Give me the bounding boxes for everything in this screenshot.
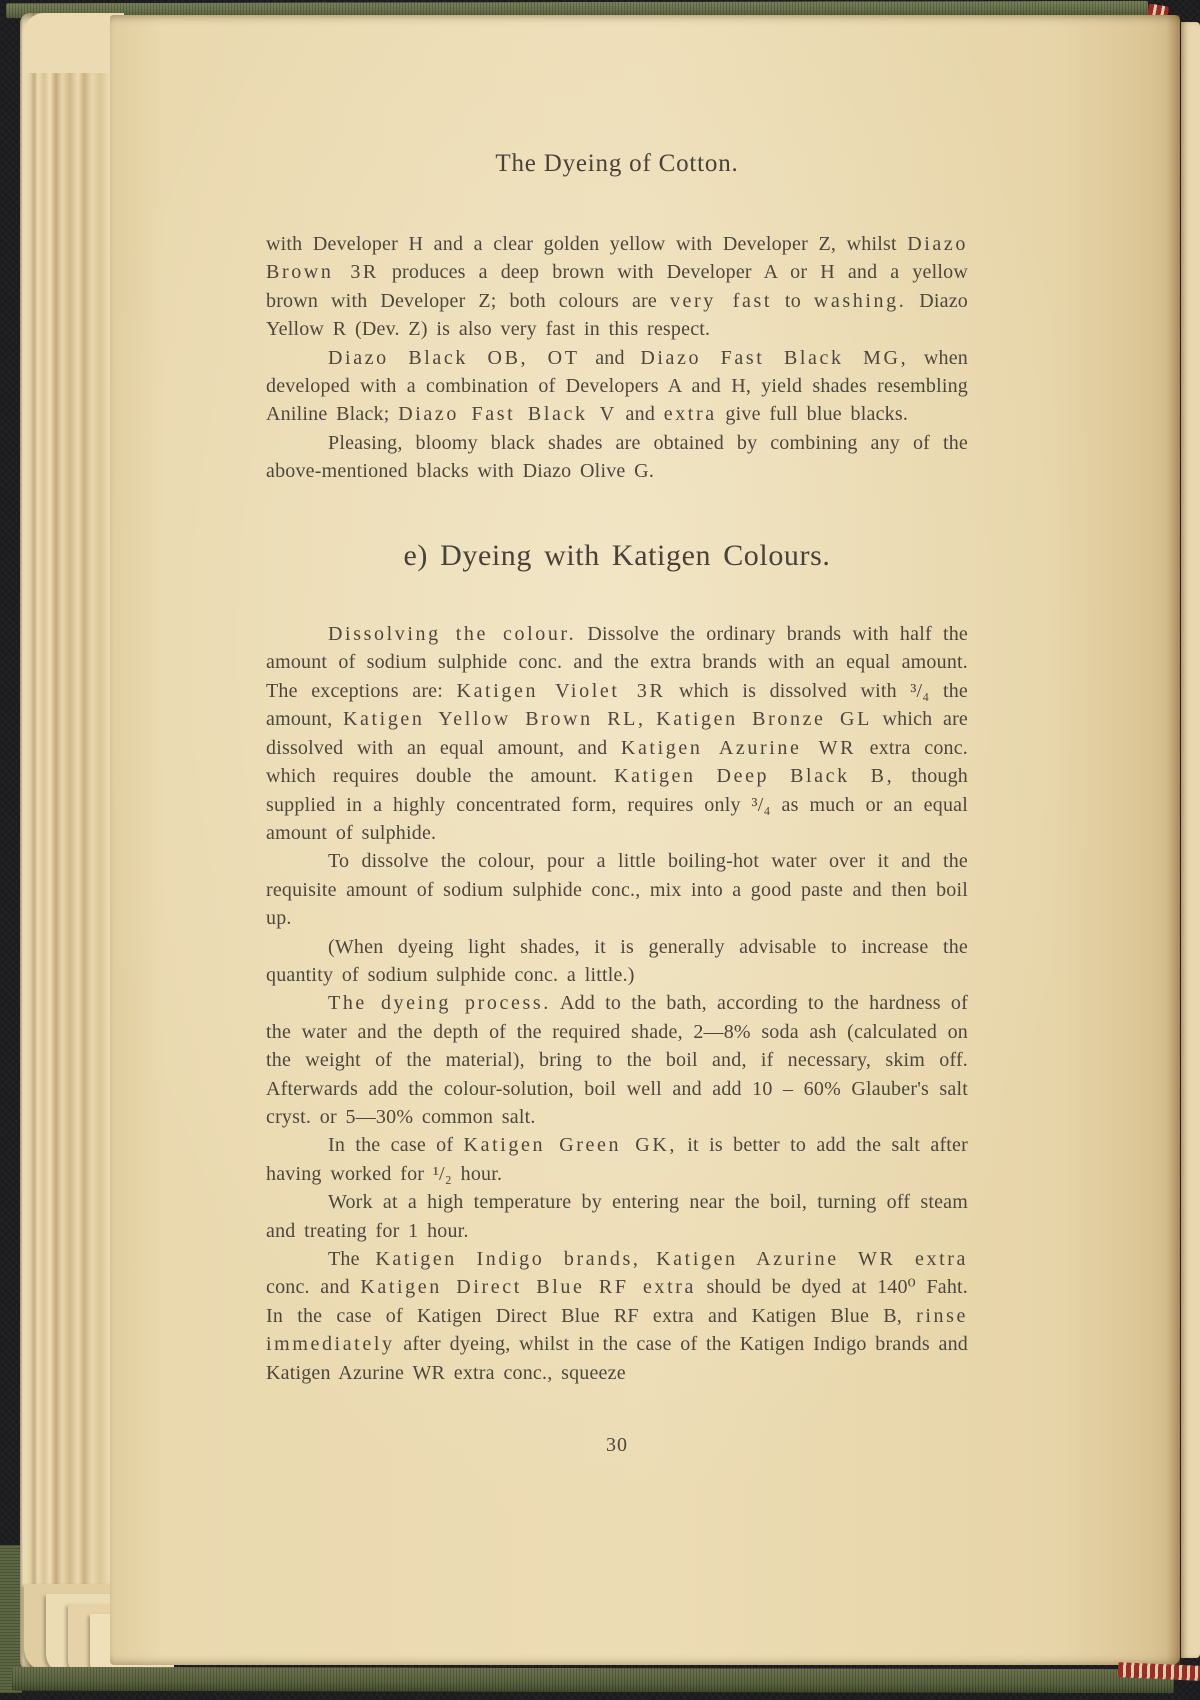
text-segment: and	[616, 403, 664, 426]
text-segment: to	[772, 289, 814, 312]
text-segment: Work at a high temperature by entering near the boil, turning off steam and treating for 1 hour.	[266, 1191, 968, 1242]
page-text-block	[266, 230, 968, 1459]
text-segment: Pleasing, bloomy black shades are obtained by combining any of the above-mentioned blacks with Diazo Olive G.	[266, 431, 968, 483]
text-segment: In the case of	[328, 1134, 464, 1157]
text-segment: with Developer H and a clear golden yellow with Developer Z, whilst	[266, 233, 908, 255]
text-segment: should be dyed at 140⁰ Faht. In the case of Katigen Direct Blue RF extra and Katigen Blue B,	[266, 1276, 968, 1327]
body-paragraph	[266, 933, 968, 990]
book-cover-edge-bottom	[12, 1667, 1174, 1693]
emphasized-text: Diazo Brown 3R	[266, 233, 968, 284]
adjacent-page-edge	[1181, 22, 1200, 1658]
page-corner	[24, 13, 124, 73]
emphasized-text: Katigen Deep Black B,	[614, 765, 895, 788]
emphasized-text: Katigen Direct Blue RF extra	[360, 1276, 697, 1299]
emphasized-text: Diazo Fast Black MG,	[640, 346, 909, 369]
text-segment: The	[328, 1248, 376, 1270]
text-segment: though supplied in a highly concentrated form, requires only ³/₄ as much or an equal amount of sulphide.	[266, 765, 968, 844]
body-paragraph	[266, 429, 968, 486]
section-heading: e) Dyeing with Katigen Colours.	[403, 538, 831, 572]
text-segment: Add to the bath, according to the hardness of the water and the depth of the required shade, 2—8% soda ash (calculated on the weight of the material), bring to the boil and, if necessary, skim off. Afterwards add the colour-solution, boil well and add 10 – 60% Glauber's salt cryst. or 5—30% common salt.	[266, 992, 968, 1128]
page-number: 30	[606, 1434, 628, 1457]
text-segment	[646, 708, 657, 730]
intro-paragraphs	[266, 230, 968, 486]
body-paragraph	[266, 1131, 968, 1188]
emphasized-text: Katigen Green GK,	[463, 1134, 677, 1157]
emphasized-text: extra	[663, 403, 717, 426]
text-segment: which is dissolved with ³/₄ the amount,	[266, 679, 968, 731]
body-paragraph	[266, 989, 968, 1131]
body-paragraph	[266, 1188, 968, 1245]
emphasized-text: Katigen Azurine WR	[620, 736, 857, 759]
text-segment: give full blue blacks.	[716, 403, 909, 426]
text-segment: produces a deep brown with Developer A or H and a yellow brown with Developer Z; both colours are	[266, 261, 968, 312]
page-gutter-shadow	[1166, 15, 1180, 1665]
running-title: The Dyeing of Cotton.	[495, 150, 739, 177]
emphasized-text: Diazo Fast Black V	[398, 403, 617, 426]
emphasized-text: washing.	[813, 289, 907, 312]
body-paragraph	[266, 620, 968, 847]
text-segment: and	[579, 346, 641, 369]
text-segment: which are dissolved with an equal amount, and	[266, 708, 969, 759]
section-paragraphs	[266, 620, 968, 1387]
emphasized-text: The dyeing process.	[328, 992, 551, 1015]
text-segment: Diazo Yellow R (Dev. Z) is also very fast in this respect.	[266, 289, 969, 341]
page-edges-stack	[20, 13, 116, 1671]
emphasized-text: Katigen Azurine WR extra	[656, 1248, 968, 1270]
text-segment: Dissolve the ordinary brands with half the amount of sodium sulphide conc. and the extra brands with an equal amount. The exceptions are:	[266, 623, 968, 702]
emphasized-text: Katigen Yellow Brown RL,	[343, 708, 646, 731]
emphasized-text: Katigen Violet 3R	[456, 679, 666, 702]
emphasized-text: Katigen Bronze GL	[656, 708, 872, 731]
text-segment: after dyeing, whilst in the case of the Katigen Indigo brands and Katigen Azurine WR extra conc., squeeze	[266, 1333, 968, 1384]
emphasized-text: rinse immediately	[266, 1304, 968, 1356]
text-segment: when developed with a combination of Developers A and H, yield shades resembling Aniline Black;	[266, 346, 968, 426]
emphasized-text: Diazo Black OB, OT	[328, 346, 580, 369]
text-segment	[640, 1248, 656, 1270]
body-paragraph	[266, 1245, 968, 1387]
emphasized-text: very fast	[669, 289, 772, 312]
text-segment: it is better to add the salt after having worked for ¹/₂ hour.	[266, 1134, 968, 1185]
text-segment: To dissolve the colour, pour a little boiling-hot water over it and the requisite amount of sodium sulphide conc., mix into a good paste and then boil up.	[266, 850, 968, 930]
emphasized-text: Katigen Indigo brands,	[375, 1248, 641, 1270]
text-segment: conc. and	[266, 1276, 361, 1299]
body-paragraph	[266, 230, 968, 344]
body-paragraph	[266, 344, 968, 429]
text-segment: (When dyeing light shades, it is generally advisable to increase the quantity of sodium sulphide conc. a little.)	[266, 935, 968, 986]
emphasized-text: Dissolving the colour.	[328, 623, 577, 646]
body-paragraph	[266, 847, 968, 932]
text-segment: extra conc. which requires double the amount.	[266, 736, 968, 788]
